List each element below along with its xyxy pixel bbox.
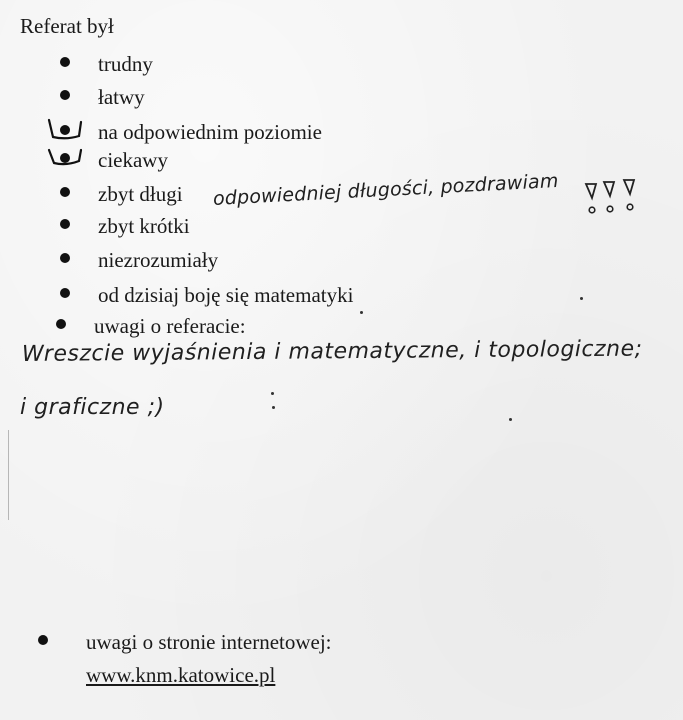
bullet-icon: [56, 319, 66, 329]
paper-speck: [271, 392, 274, 395]
paper-speck: [580, 297, 583, 300]
handwritten-inline-note: odpowiedniej długości, pozdrawiam: [212, 169, 560, 210]
option-label: na odpowiednim poziomie: [98, 120, 322, 144]
paper-speck: [360, 311, 363, 314]
paper-edge-mark: [8, 430, 9, 520]
option-label: łatwy: [98, 85, 145, 109]
option-label: ciekawy: [98, 148, 168, 172]
bullet-icon: [60, 187, 70, 197]
option-label: od dzisiaj boję się matematyki: [98, 283, 354, 307]
paper-speck: [272, 406, 275, 409]
option-label: zbyt długi: [98, 182, 183, 206]
option-label: uwagi o referacie:: [94, 314, 246, 338]
bullet-icon: [38, 635, 48, 645]
bullet-icon: [60, 219, 70, 229]
bullet-icon: [60, 253, 70, 263]
handwritten-comment-line-1: Wreszcie wyjaśnienia i matematyczne, i topologiczne;: [21, 336, 643, 367]
website-link[interactable]: www.knm.katowice.pl: [86, 663, 276, 687]
option-label: niezrozumiały: [98, 248, 219, 272]
handwritten-comment-line-2: i graficzne ;): [20, 395, 165, 420]
exclamation-marks-icon: [580, 176, 646, 220]
bullet-icon: [60, 90, 70, 100]
form-title: Referat był: [20, 14, 114, 38]
checkmark-icon: [46, 144, 86, 170]
option-label: zbyt krótki: [98, 214, 190, 238]
bullet-icon: [60, 57, 70, 67]
paper-speck: [509, 418, 512, 421]
bullet-icon: [60, 288, 70, 298]
website-remarks-label: uwagi o stronie internetowej:: [86, 630, 332, 654]
option-label: trudny: [98, 52, 153, 76]
checkmark-icon: [46, 116, 86, 142]
